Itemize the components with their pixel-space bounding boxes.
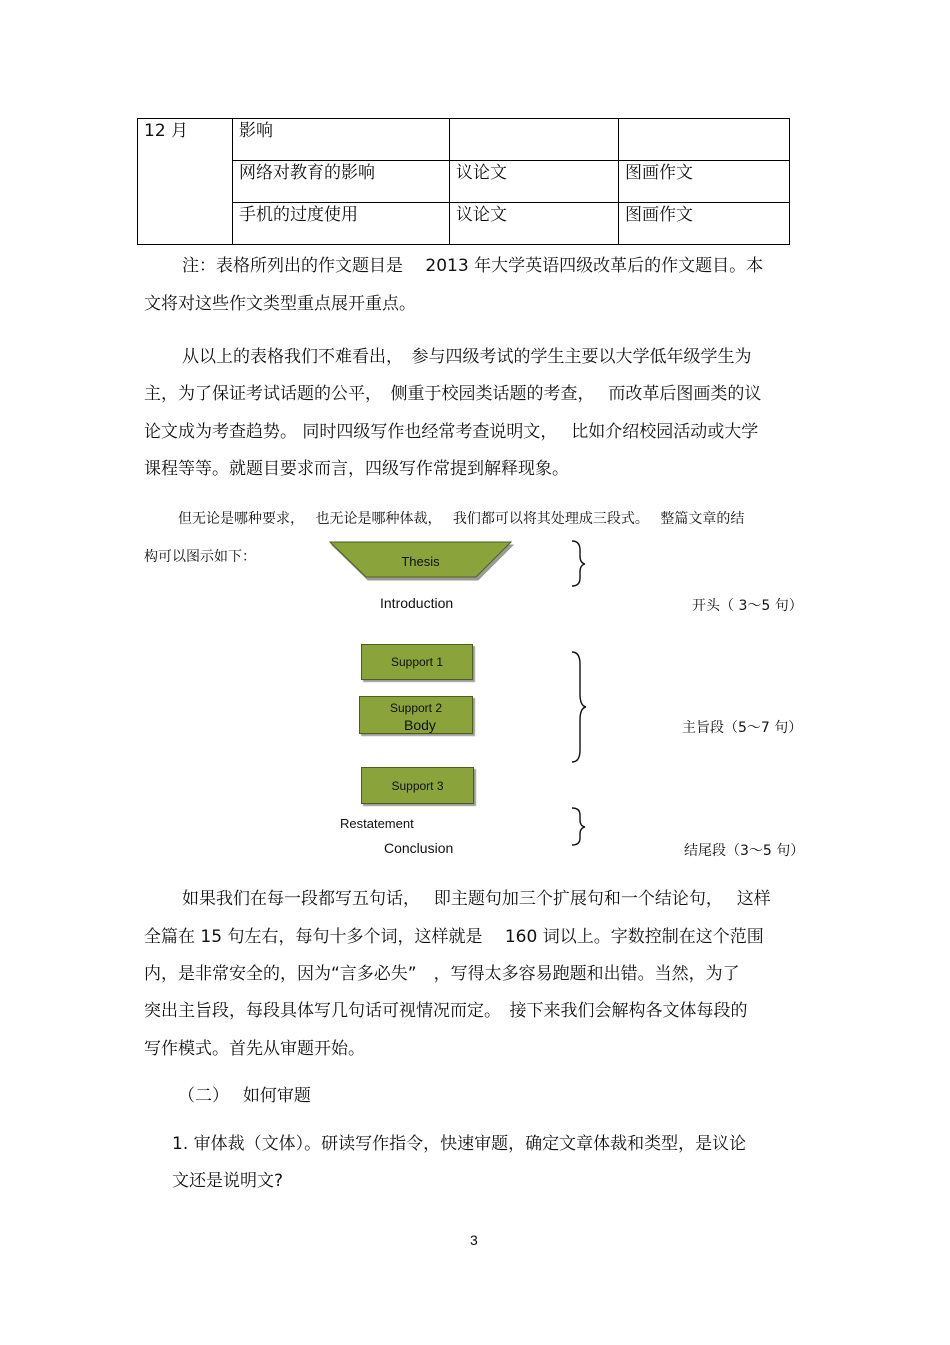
form-cell: 图画作文 [619,203,790,245]
thesis-label: Thesis [401,554,440,569]
intro-note: 开头（ 3～5 句） [692,598,803,614]
item1-line-2: 文还是说明文? [172,1171,284,1191]
body-brace [572,652,586,762]
restatement-label: Restatement [340,816,414,831]
para2-line-2: 构可以图示如下： [144,549,256,565]
para3-line-5: 写作模式。首先从审题开始。 [144,1039,365,1059]
body-note: 主旨段（5～7 句） [682,720,803,736]
para3-line-2: 全篇在 15 句左右，每句十多个词，这样就是 160 词以上。字数控制在这个范围 [144,927,764,947]
section-heading: （二） 如何审题 [178,1086,311,1106]
support-3-box [361,767,474,804]
note-line-1: 注：表格所列出的作文题目是 2013 年大学英语四级改革后的作文题目。本 [182,256,764,276]
support-2-label: Support 2 [389,701,443,715]
support-1-box [361,644,473,680]
para1-line-3: 论文成为考查趋势。 同时四级写作也经常考查说明文， 比如介绍校园活动或大学 [144,422,759,442]
topic-cell: 影响 [233,119,450,161]
para2-line-1: 但无论是哪种要求， 也无论是哪种体裁， 我们都可以将其处理成三段式。 整篇文章的结 [178,511,745,527]
topic-cell: 手机的过度使用 [233,203,450,245]
body-label: Body [404,717,436,733]
support-1-label: Support 1 [390,655,444,669]
conclusion-note: 结尾段（3～5 句） [684,843,805,859]
genre-cell: 议论文 [450,161,619,203]
conclusion-brace [572,808,585,845]
introduction-label: Introduction [380,595,454,611]
topic-cell: 网络对教育的影响 [233,161,450,203]
para1-line-2: 主，为了保证考试话题的公平， 侧重于校园类话题的考查， 而改革后图画类的议 [144,384,762,404]
form-cell: 图画作文 [619,161,790,203]
item1-line-1: 1. 审体裁（文体）。研读写作指令，快速审题，确定文章体裁和类型，是议论 [172,1134,747,1154]
para3-line-4: 突出主旨段，每段具体写几句话可视情况而定。 接下来我们会解构各文体每段的 [144,1001,748,1021]
intro-brace [572,541,585,586]
support-3-label: Support 3 [391,778,444,793]
para3-line-3: 内，是非常安全的，因为“言多必失” ，写得太多容易跑题和出错。当然，为了 [144,964,740,984]
genre-cell: 议论文 [450,203,619,245]
para1-line-4: 课程等等。就题目要求而言，四级写作常提到解释现象。 [144,459,569,479]
para3-line-1: 如果我们在每一段都写五句话， 即主题句加三个扩展句和一个结论句， 这样 [182,889,771,909]
note-line-2: 文将对这些作文类型重点展开重点。 [144,294,416,314]
page-number: 3 [470,1232,478,1248]
para1-line-1: 从以上的表格我们不难看出， 参与四级考试的学生主要以大学低年级学生为 [182,347,752,367]
conclusion-label: Conclusion [384,840,454,856]
month-cell: 12 月 [138,119,233,245]
